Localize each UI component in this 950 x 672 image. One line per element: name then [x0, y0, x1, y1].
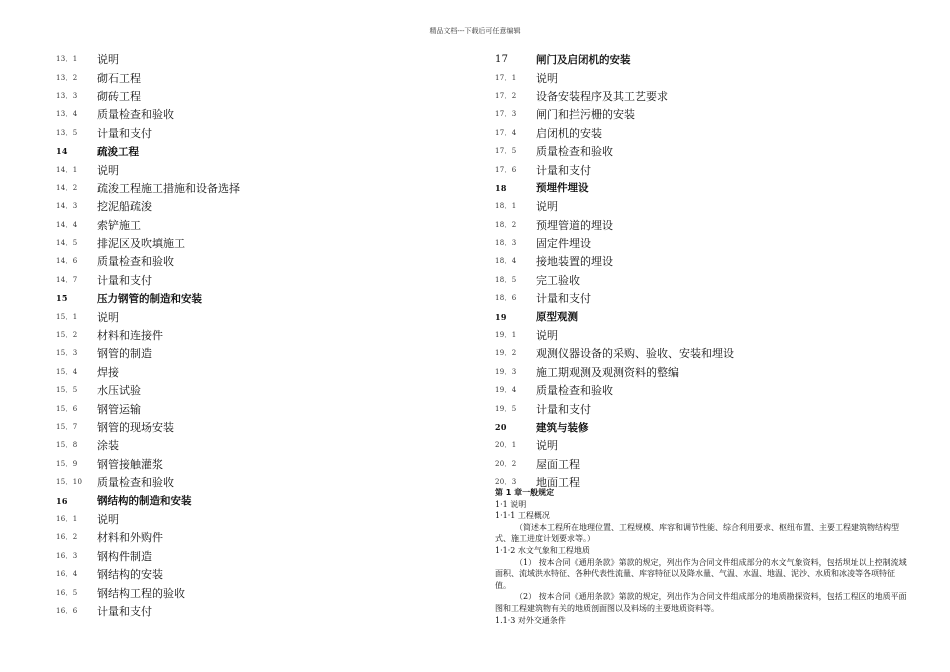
- toc-section-row: [495, 344, 915, 362]
- toc-number: 17．3: [495, 110, 517, 119]
- toc-section-row: [56, 381, 456, 399]
- toc-title: 钢管运输: [97, 402, 141, 416]
- toc-title: 涂装: [97, 439, 119, 453]
- toc-section-row: [495, 105, 915, 123]
- toc-number: 19．2: [495, 349, 517, 358]
- toc-number: 15．2: [56, 331, 78, 340]
- toc-section-row: [56, 363, 456, 381]
- toc-title: 建筑与装修: [536, 421, 589, 434]
- toc-title: 质量检查和验收: [97, 255, 174, 269]
- toc-title: 计量和支付: [536, 163, 591, 177]
- toc-number: 19．4: [495, 386, 517, 395]
- toc-number: 16．5: [56, 588, 78, 597]
- toc-title: 水压试验: [97, 384, 141, 398]
- toc-title: 接地装置的埋设: [536, 255, 613, 269]
- subsection-heading: 1·1·1 工程概况: [495, 511, 550, 521]
- toc-section-row: [56, 50, 456, 68]
- toc-section-row: [495, 160, 915, 178]
- toc-title: 钢管的现场安装: [97, 421, 174, 434]
- toc-section-row: [56, 565, 456, 583]
- toc-title: 计量和支付: [536, 292, 591, 306]
- toc-title: 质量检查和验收: [97, 476, 174, 490]
- toc-left-column: [56, 50, 456, 620]
- toc-number: 15: [56, 293, 68, 304]
- toc-number: 19: [495, 311, 507, 322]
- toc-number: 14．1: [56, 165, 78, 174]
- toc-section-row: [56, 124, 456, 142]
- toc-title: 砌砖工程: [97, 89, 141, 103]
- toc-section-row: [495, 271, 915, 289]
- paragraph: （2） 按本合同《通用条款》第款的规定，列出作为合同文件组成部分的地质勘探资料，包括工程区的地质平面图和工程建筑物有关的地质剖面图以及料场的主要地质资料等。: [495, 592, 907, 613]
- toc-title: 计量和支付: [97, 604, 152, 618]
- toc-number: 20．2: [495, 459, 517, 468]
- toc-title: 索铲施工: [97, 218, 141, 232]
- toc-title: 说明: [97, 310, 119, 324]
- toc-number: 19．1: [495, 331, 517, 340]
- toc-section-row: [56, 326, 456, 344]
- toc-section-row: [495, 381, 915, 399]
- toc-number: 13．4: [56, 110, 78, 119]
- toc-number: 15．1: [56, 312, 78, 321]
- toc-section-row: [495, 289, 915, 307]
- toc-number: 15．5: [56, 386, 78, 395]
- toc-title: 挖泥船疏浚: [97, 200, 152, 214]
- toc-number: 20．3: [495, 478, 517, 487]
- toc-title: 设备安装程序及其工艺要求: [536, 89, 668, 103]
- toc-number: 18: [495, 182, 507, 193]
- toc-title: 启闭机的安装: [536, 126, 602, 140]
- toc-number: 14．5: [56, 239, 78, 248]
- toc-section-row: [495, 252, 915, 270]
- toc-section-row: [495, 455, 915, 473]
- toc-chapter-row: [495, 179, 915, 197]
- toc-section-row: [56, 68, 456, 86]
- toc-section-row: [56, 602, 456, 620]
- toc-number: 13．5: [56, 128, 78, 137]
- toc-number: 15．3: [56, 349, 78, 358]
- toc-number: 14．4: [56, 220, 78, 229]
- toc-section-row: [56, 105, 456, 123]
- toc-number: 16．6: [56, 606, 78, 615]
- toc-section-row: [495, 87, 915, 105]
- paragraph: （1） 按本合同《通用条款》第款的规定，列出作为合同文件组成部分的水文气象资料，包括坝址以上控制流域面积、流域洪水特征、各种代表性流量、库容特征以及降水量、气温、水温、地温、泥沙、水质和冰凌等各项特征值。: [495, 557, 907, 590]
- toc-number: 14．3: [56, 202, 78, 211]
- toc-title: 质量检查和验收: [536, 145, 613, 159]
- toc-number: 17．2: [495, 91, 517, 100]
- toc-title: 钢构件制造: [97, 549, 152, 563]
- toc-title: 说明: [536, 71, 558, 85]
- toc-number: 18．2: [495, 220, 517, 229]
- toc-number: 13．1: [56, 55, 78, 64]
- toc-number: 16．4: [56, 570, 78, 579]
- toc-title: 质量检查和验收: [536, 384, 613, 398]
- toc-section-row: [495, 124, 915, 142]
- toc-right-column: [495, 50, 915, 491]
- toc-title: 闸门和拦污栅的安装: [536, 108, 635, 122]
- toc-section-row: [495, 363, 915, 381]
- toc-title: 排泥区及吹填施工: [97, 237, 185, 251]
- toc-chapter-row: [495, 418, 915, 436]
- toc-section-row: [495, 399, 915, 417]
- toc-section-row: [495, 326, 915, 344]
- toc-number: 18．4: [495, 257, 517, 266]
- toc-number: 14: [56, 146, 68, 157]
- toc-title: 施工期观测及观测资料的整编: [536, 365, 679, 379]
- toc-number: 18．1: [495, 202, 517, 211]
- toc-section-row: [56, 307, 456, 325]
- toc-title: 原型观测: [536, 311, 578, 324]
- toc-title: 钢结构的安装: [97, 568, 163, 582]
- toc-number: 17: [495, 53, 509, 65]
- toc-number: 14．2: [56, 183, 78, 192]
- toc-title: 固定件埋设: [536, 237, 591, 251]
- toc-section-row: [56, 418, 456, 436]
- toc-title: 疏浚工程施工措施和设备选择: [97, 181, 240, 195]
- toc-title: 钢管接触灌浆: [97, 457, 163, 471]
- toc-title: 完工验收: [536, 273, 580, 287]
- toc-section-row: [56, 583, 456, 601]
- toc-section-row: [495, 234, 915, 252]
- toc-title: 说明: [97, 163, 119, 177]
- toc-chapter-row: [495, 50, 915, 68]
- subsection-heading: 1.1·3 对外交通条件: [495, 615, 566, 625]
- toc-title: 计量和支付: [97, 126, 152, 140]
- chapter-heading: 第 1 章一般规定: [495, 488, 555, 497]
- toc-number: 18．6: [495, 294, 517, 303]
- toc-section-row: [495, 197, 915, 215]
- toc-section-row: [56, 252, 456, 270]
- toc-chapter-row: [56, 289, 456, 307]
- toc-number: 13．3: [56, 91, 78, 100]
- toc-section-row: [56, 216, 456, 234]
- toc-section-row: [56, 344, 456, 362]
- toc-title: 闸门及启闭机的安装: [536, 53, 631, 66]
- toc-number: 19．3: [495, 367, 517, 376]
- toc-section-row: [56, 399, 456, 417]
- toc-section-row: [495, 142, 915, 160]
- toc-title: 说明: [97, 53, 119, 67]
- toc-number: 16．1: [56, 514, 78, 523]
- toc-title: 材料和连接件: [97, 329, 163, 343]
- toc-number: 17．4: [495, 128, 517, 137]
- toc-title: 材料和外购件: [97, 531, 163, 545]
- toc-section-row: [56, 547, 456, 565]
- toc-title: 钢结构的制造和安装: [97, 495, 192, 508]
- toc-chapter-row: [56, 142, 456, 160]
- toc-number: 16: [56, 495, 68, 506]
- toc-number: 15．9: [56, 459, 78, 468]
- toc-title: 疏浚工程: [97, 145, 139, 158]
- toc-section-row: [56, 234, 456, 252]
- toc-section-row: [56, 473, 456, 491]
- toc-number: 19．5: [495, 404, 517, 413]
- toc-title: 钢结构工程的验收: [97, 586, 185, 600]
- toc-title: 预埋管道的埋设: [536, 218, 613, 232]
- toc-title: 观测仪器设备的采购、验收、安装和埋设: [536, 347, 734, 361]
- toc-title: 说明: [536, 200, 558, 214]
- toc-number: 13．2: [56, 73, 78, 82]
- toc-title: 屋面工程: [536, 457, 580, 471]
- toc-number: 14．6: [56, 257, 78, 266]
- toc-number: 17．6: [495, 165, 517, 174]
- toc-number: 17．1: [495, 73, 517, 82]
- toc-section-row: [56, 455, 456, 473]
- toc-title: 说明: [536, 329, 558, 343]
- toc-number: 15．4: [56, 367, 78, 376]
- toc-section-row: [56, 160, 456, 178]
- toc-section-row: [495, 68, 915, 86]
- chapter-body: [495, 487, 907, 626]
- toc-number: 16．3: [56, 551, 78, 560]
- toc-section-row: [56, 179, 456, 197]
- toc-title: 地面工程: [536, 476, 580, 490]
- section-heading: 1·1 说明: [495, 499, 527, 509]
- subsection-heading: 1·1·2 水文气象和工程地质: [495, 545, 590, 555]
- toc-number: 14．7: [56, 275, 78, 284]
- toc-title: 计量和支付: [536, 402, 591, 416]
- toc-number: 15．8: [56, 441, 78, 450]
- toc-section-row: [56, 436, 456, 454]
- toc-section-row: [495, 216, 915, 234]
- toc-number: 18．3: [495, 239, 517, 248]
- toc-section-row: [56, 528, 456, 546]
- toc-title: 质量检查和验收: [97, 108, 174, 122]
- toc-number: 20: [495, 422, 507, 432]
- toc-title: 说明: [536, 439, 558, 453]
- toc-title: 说明: [97, 512, 119, 526]
- toc-section-row: [495, 436, 915, 454]
- toc-title: 计量和支付: [97, 273, 152, 287]
- toc-number: 20．1: [495, 441, 517, 450]
- toc-title: 压力钢管的制造和安装: [97, 292, 202, 305]
- toc-title: 预埋件埋设: [536, 182, 589, 195]
- toc-section-row: [56, 510, 456, 528]
- toc-number: 15．7: [56, 423, 78, 431]
- toc-title: 焊接: [97, 365, 119, 379]
- toc-number: 15．10: [56, 478, 83, 487]
- toc-chapter-row: [495, 307, 915, 325]
- toc-title: 钢管的制造: [97, 347, 152, 361]
- toc-number: 15．6: [56, 404, 78, 413]
- toc-section-row: [56, 271, 456, 289]
- paragraph: （简述本工程所在地理位置、工程规模、库容和调节性能、综合利用要求、枢纽布置、主要工程建筑物结构型式、施工进度计划要求等。）: [495, 522, 899, 544]
- toc-section-row: [56, 197, 456, 215]
- toc-number: 17．5: [495, 147, 517, 156]
- toc-number: 18．5: [495, 275, 517, 284]
- page-header: 精品文档---下载后可任意编辑: [429, 27, 521, 35]
- toc-number: 16．2: [56, 533, 78, 542]
- toc-chapter-row: [56, 491, 456, 509]
- toc-title: 砌石工程: [97, 71, 141, 85]
- toc-section-row: [56, 87, 456, 105]
